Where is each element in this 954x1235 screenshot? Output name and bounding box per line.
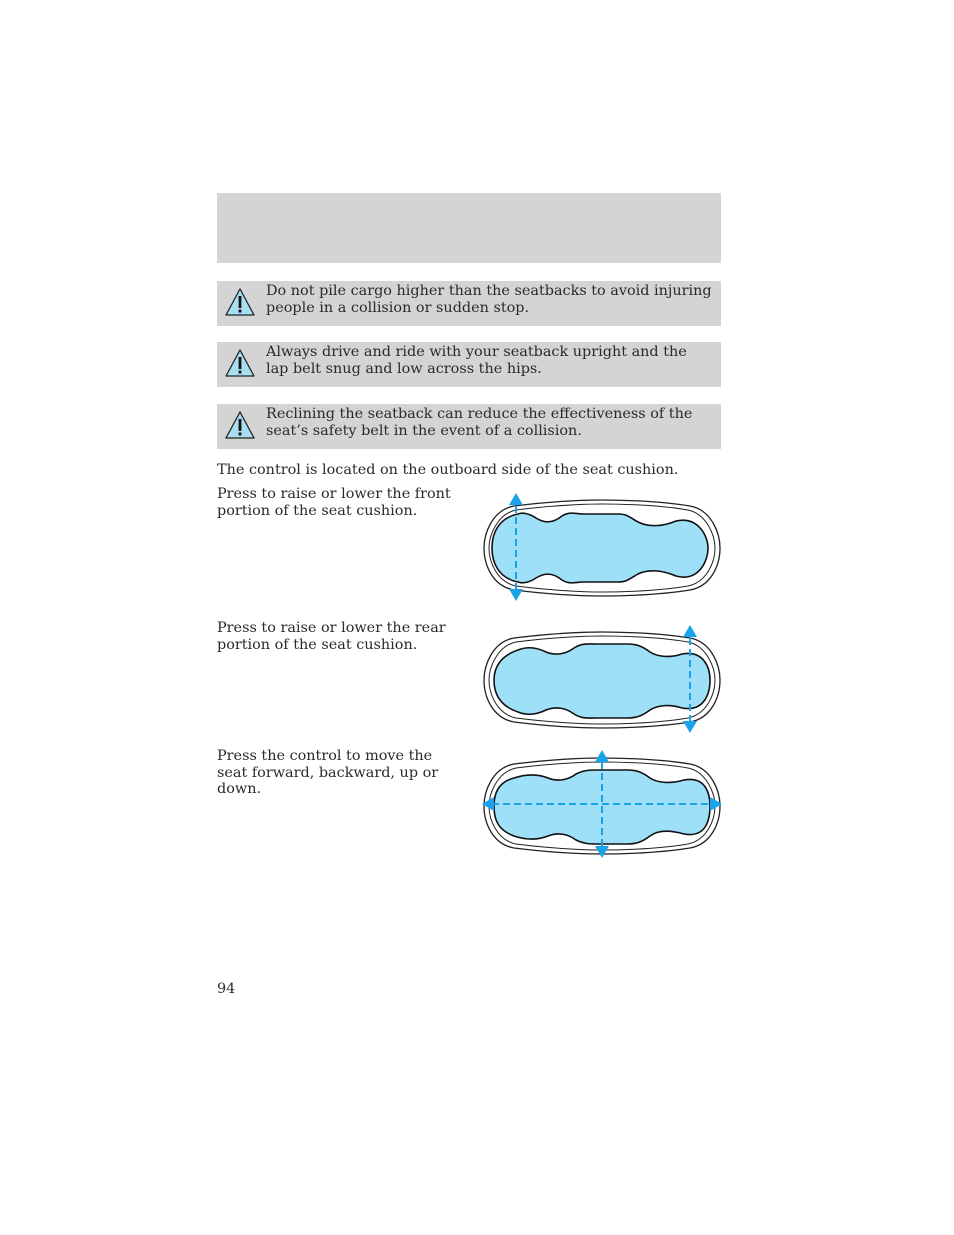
four-way-control-diagram bbox=[478, 748, 726, 863]
arrow-down-icon bbox=[509, 589, 523, 601]
front-tilt-control-diagram bbox=[478, 490, 726, 605]
warning-text: Do not pile cargo higher than the seatbacks to avoid injuring people in a collision or sudden stop. bbox=[266, 283, 712, 316]
arrow-up-icon bbox=[595, 750, 609, 762]
arrow-down-icon bbox=[595, 846, 609, 858]
arrow-up-icon bbox=[509, 493, 523, 505]
warning-text: Always drive and ride with your seatback upright and the lap belt snug and low across the hips. bbox=[266, 344, 687, 377]
control-button-shape bbox=[492, 513, 708, 583]
warning-triangle-icon bbox=[224, 287, 256, 317]
warning-box-cargo bbox=[217, 281, 721, 326]
warning-box-reclining bbox=[217, 404, 721, 449]
rear-tilt-description: Press to raise or lower the rear portion of the seat cushion. bbox=[217, 620, 446, 653]
arrow-down-icon bbox=[683, 721, 697, 733]
page-number: 94 bbox=[217, 981, 236, 997]
intro-text: The control is located on the outboard side of the seat cushion. bbox=[217, 462, 679, 478]
arrow-up-icon bbox=[683, 625, 697, 637]
warning-box-seatback-upright bbox=[217, 342, 721, 387]
warning-triangle-icon bbox=[224, 348, 256, 378]
four-way-description: Press the control to move the seat forward, backward, up or down. bbox=[217, 748, 439, 797]
control-button-shape bbox=[494, 644, 710, 718]
section-header-band bbox=[217, 193, 721, 263]
warning-triangle-icon bbox=[224, 410, 256, 440]
front-tilt-description: Press to raise or lower the front portion of the seat cushion. bbox=[217, 486, 451, 519]
rear-tilt-control-diagram bbox=[478, 622, 726, 737]
warning-text: Reclining the seatback can reduce the effectiveness of the seat’s safety belt in the event of a collision. bbox=[266, 406, 693, 439]
